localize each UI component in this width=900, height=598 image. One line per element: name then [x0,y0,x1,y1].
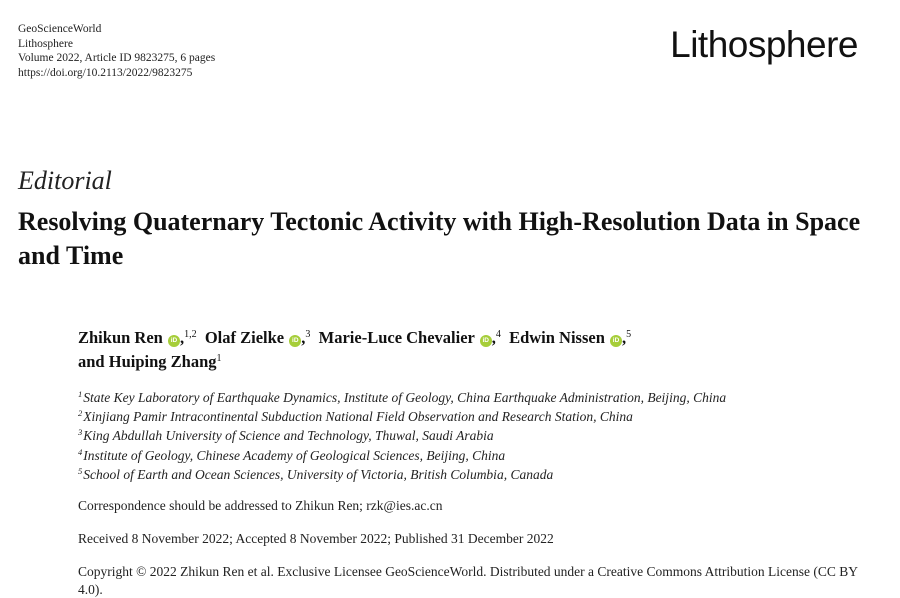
journal-meta [18,22,215,80]
affiliation-text: State Key Laboratory of Earthquake Dynamics, Institute of Geology, China Earthquake Administration, Beijing, China [83,390,727,405]
doi-link[interactable]: https://doi.org/10.2113/2022/9823275 [18,66,193,79]
author-name: Marie-Luce Chevalier [318,328,475,347]
author-affiliation-sup: 5 [626,329,632,340]
orcid-icon[interactable]: iD [168,335,180,347]
affiliation-list [78,388,726,484]
author-list [78,326,878,374]
author-name: Olaf Zielke [204,328,285,347]
author-affiliation-sup: 1,2 [184,329,197,340]
orcid-icon[interactable]: iD [289,335,301,347]
orcid-icon[interactable]: iD [480,335,492,347]
orcid-icon[interactable]: iD [610,335,622,347]
author-name: Zhikun Ren [78,328,163,347]
affiliation-text: School of Earth and Ocean Sciences, University of Victoria, British Columbia, Canada [83,466,554,482]
volume-info: Volume 2022, Article ID 9823275, 6 pages [18,52,216,64]
publisher-name: GeoScienceWorld [18,23,102,35]
affiliation-item [78,465,726,484]
author-name: Huiping Zhang [108,352,217,371]
author-item: Olaf Zielke iD ,$^3$ [204,328,311,347]
article-title: Resolving Quaternary Tectonic Activity with High-Resolution Data in Space and Time [18,207,861,270]
affiliation-item [78,426,726,445]
affiliation-number: 1 [78,389,83,399]
affiliation-number: 4 [78,446,83,457]
article-section: Editorial [18,166,112,195]
author-affiliation-sup: 3 [305,329,311,340]
affiliation-number: 2 [78,408,83,419]
author-item [78,352,222,371]
journal-logo: Lithosphere [670,24,858,65]
copyright-notice: Copyright © 2022 Zhikun Ren et al. Exclusive Licensee GeoScienceWorld. Distributed under a Creative Commons Attribution License (CC BY 4.0). [78,564,858,597]
affiliation-text: Institute of Geology, Chinese Academy of Geological Sciences, Beijing, China [83,447,506,463]
author-item: Zhikun Ren iD ,$^{1,2}$ [78,328,197,347]
publication-dates: Received 8 November 2022; Accepted 8 November 2022; Published 31 December 2022 [78,531,554,546]
affiliation-text: King Abdullah University of Science and Technology, Thuwal, Saudi Arabia [83,428,494,444]
affiliation-number: 3 [78,427,83,438]
author-name: Edwin Nissen [509,328,605,347]
journal-name: Lithosphere [18,37,73,50]
affiliation-item [78,388,726,407]
author-item: Marie-Luce Chevalier iD ,$^4$ [318,328,501,347]
author-conjunction: and [78,352,105,371]
author-item: Edwin Nissen iD ,$^5$ [509,328,632,347]
author-affiliation-sup: 4 [495,329,501,340]
affiliation-text: Xinjiang Pamir Intracontinental Subduction National Field Observation and Research Station, China [83,409,633,425]
affiliation-item [78,407,726,426]
affiliation-number: 5 [78,465,83,476]
affiliation-item [78,446,726,465]
correspondence-note: Correspondence should be addressed to Zhikun Ren; rzk@ies.ac.cn [78,498,443,513]
author-affiliation-sup: 1 [216,353,222,364]
